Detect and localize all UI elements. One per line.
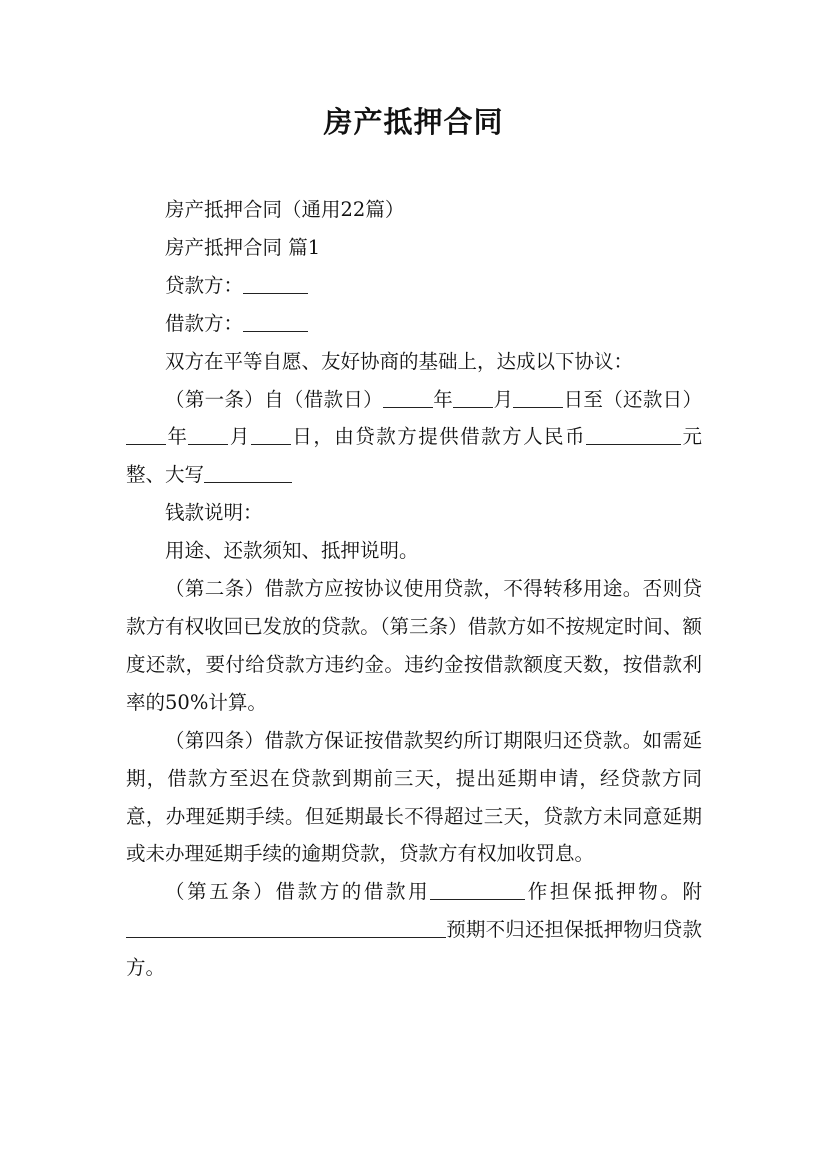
amount-blank [586, 425, 681, 446]
article-1-part-f: 月 [228, 425, 251, 449]
loan-month-blank [453, 387, 493, 408]
lender-label: 贷款方： [165, 273, 244, 297]
lender-blank [243, 273, 308, 294]
article-1-part-b: 年 [432, 387, 454, 411]
repay-day-blank [251, 425, 291, 446]
paragraph-article-1 [126, 381, 702, 495]
paragraph-section-heading: 房产抵押合同 篇1 [165, 235, 321, 259]
amount-uppercase-blank [204, 463, 292, 484]
loan-day-blank [513, 387, 563, 408]
paragraph-article-5 [126, 873, 702, 987]
paragraph-article-4: （第四条）借款方保证按借款契约所订期限归还贷款。如需延期，借款方至迟在贷款到期前三天，提出延期申请，经贷款方同意，办理延期手续。但延期最长不得超过三天，贷款方未同意延期或未办理延期手续的逾期贷款，贷款方有权加收罚息。 [126, 728, 702, 866]
article-1-part-c: 月 [493, 387, 514, 411]
article-1-part-g: 日，由贷款方提供借款方人民币 [290, 425, 586, 449]
article-1-part-a: （第一条）自（借款日） [165, 387, 383, 411]
paragraph-article-2-3: （第二条）借款方应按协议使用贷款，不得转移用途。否则贷款方有权收回已发放的贷款。（第三条）借款方如不按规定时间、额度还款，要付给贷款方违约金。违约金按借款额度天数，按借款利率的50%计算。 [126, 577, 702, 714]
article-5-part-c: 预期不归还担保抵押物归贷款方。 [126, 918, 702, 980]
article-1-part-h: 元整、大写 [126, 425, 702, 487]
document-title: 房产抵押合同 [323, 105, 504, 139]
article-1-part-e: 年 [166, 425, 189, 449]
paragraph-usage-note: 用途、还款须知、抵押说明。 [165, 539, 419, 563]
loan-year-blank [383, 387, 433, 408]
document-body [126, 191, 702, 987]
paragraph-borrower [126, 305, 702, 343]
paragraph-lender [126, 267, 702, 305]
borrower-blank [243, 311, 308, 332]
paragraph-money-note: 钱款说明： [165, 501, 263, 525]
paragraph-collection-title: 房产抵押合同（通用22篇） [165, 198, 405, 221]
attachment-blank [126, 918, 446, 939]
article-5-part-a: （第五条）借款方的借款用 [165, 880, 431, 904]
article-5-part-b: 作担保抵押物。附 [525, 880, 702, 904]
paragraph-agreement-intro: 双方在平等自愿、友好协商的基础上，达成以下协议： [165, 349, 634, 373]
collateral-blank [430, 880, 525, 901]
article-1-part-d: 日至（还款日） [563, 387, 702, 411]
repay-year-blank [126, 425, 166, 446]
borrower-label: 借款方： [165, 311, 244, 335]
repay-month-blank [188, 425, 228, 446]
